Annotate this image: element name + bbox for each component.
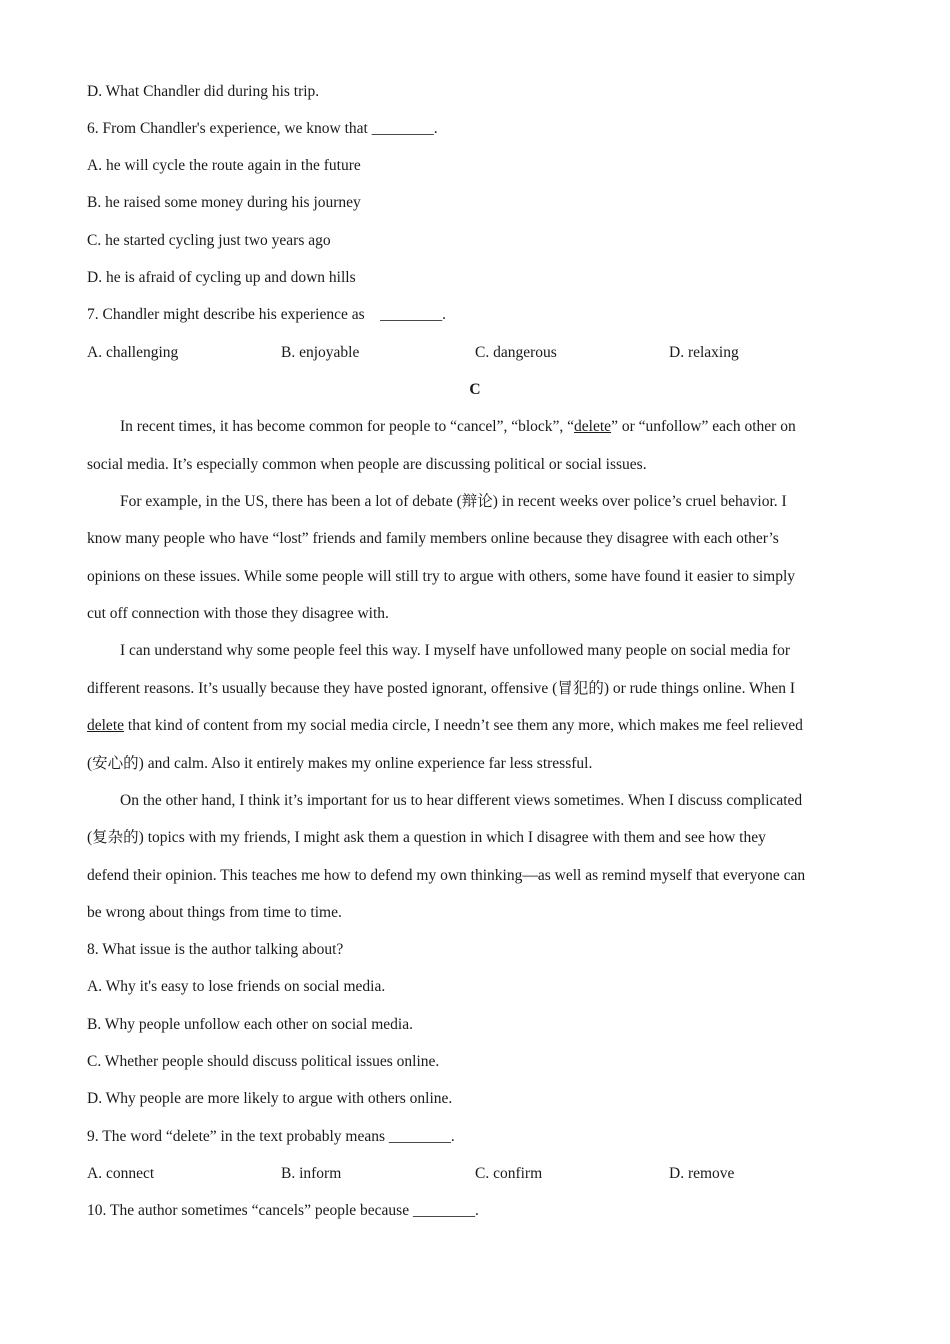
q9-option-a: A. connect — [87, 1165, 155, 1182]
q9-option-d: D. remove — [669, 1165, 735, 1182]
q7-option-b: B. enjoyable — [281, 344, 360, 361]
passage-line: different reasons. It’s usually because they have posted ignorant, offensive (冒犯的) or rude things online. When I — [87, 680, 796, 697]
passage-line: opinions on these issues. While some people will still try to argue with others, some have found it easier to simply — [87, 568, 796, 585]
passage-line: (复杂的) topics with my friends, I might ask them a question in which I disagree with them and see how they — [87, 829, 766, 846]
q8-option-b: B. Why people unfollow each other on social media. — [87, 1016, 413, 1033]
q9-option-c: C. confirm — [475, 1165, 543, 1182]
q5-option-d: D. What Chandler did during his trip. — [87, 83, 320, 100]
text-run: that kind of content from my social media circle, I needn’t see them any more, which makes me feel relieved — [124, 717, 803, 734]
passage-line — [87, 716, 803, 736]
q7-option-d: D. relaxing — [669, 344, 739, 361]
passage-line: cut off connection with those they disagree with. — [87, 605, 389, 622]
q6-option-d: D. he is afraid of cycling up and down hills — [87, 269, 356, 286]
underlined-word-delete: delete — [574, 418, 612, 435]
q9-option-b: B. inform — [281, 1165, 342, 1182]
passage-line: (安心的) and calm. Also it entirely makes my online experience far less stressful. — [87, 755, 593, 772]
passage-line: For example, in the US, there has been a lot of debate (辩论) in recent weeks over police’s cruel behavior. I — [120, 493, 787, 510]
passage-line — [120, 417, 796, 437]
q8-stem: 8. What issue is the author talking about? — [87, 941, 344, 958]
q6-stem: 6. From Chandler's experience, we know that ________. — [87, 120, 438, 137]
underlined-word-delete: delete — [87, 717, 125, 734]
text-run: In recent times, it has become common for people to “cancel”, “block”, “ — [120, 418, 575, 435]
q6-option-a: A. he will cycle the route again in the future — [87, 157, 361, 174]
section-heading: C — [469, 381, 481, 398]
passage-line: On the other hand, I think it’s important for us to hear different views sometimes. When I discuss complicated — [120, 792, 803, 809]
passage-line: know many people who have “lost” friends and family members online because they disagree with each other’s — [87, 530, 779, 547]
q7-stem: 7. Chandler might describe his experience as ________. — [87, 306, 446, 323]
q6-option-c: C. he started cycling just two years ago — [87, 232, 331, 249]
q7-option-c: C. dangerous — [475, 344, 557, 361]
q10-stem: 10. The author sometimes “cancels” people because ________. — [87, 1202, 479, 1219]
q6-option-b: B. he raised some money during his journey — [87, 194, 361, 211]
passage-line: be wrong about things from time to time. — [87, 904, 342, 921]
q8-option-c: C. Whether people should discuss political issues online. — [87, 1053, 440, 1070]
passage-line: social media. It’s especially common when people are discussing political or social issues. — [87, 456, 647, 473]
passage-line: defend their opinion. This teaches me how to defend my own thinking—as well as remind myself that everyone can — [87, 867, 806, 884]
q9-stem: 9. The word “delete” in the text probably means ________. — [87, 1128, 455, 1145]
q8-option-a: A. Why it's easy to lose friends on social media. — [87, 978, 386, 995]
q8-option-d: D. Why people are more likely to argue with others online. — [87, 1090, 453, 1107]
text-run: ” or “unfollow” each other on — [611, 418, 796, 435]
q7-option-a: A. challenging — [87, 344, 179, 361]
passage-line: I can understand why some people feel this way. I myself have unfollowed many people on social media for — [120, 642, 791, 659]
